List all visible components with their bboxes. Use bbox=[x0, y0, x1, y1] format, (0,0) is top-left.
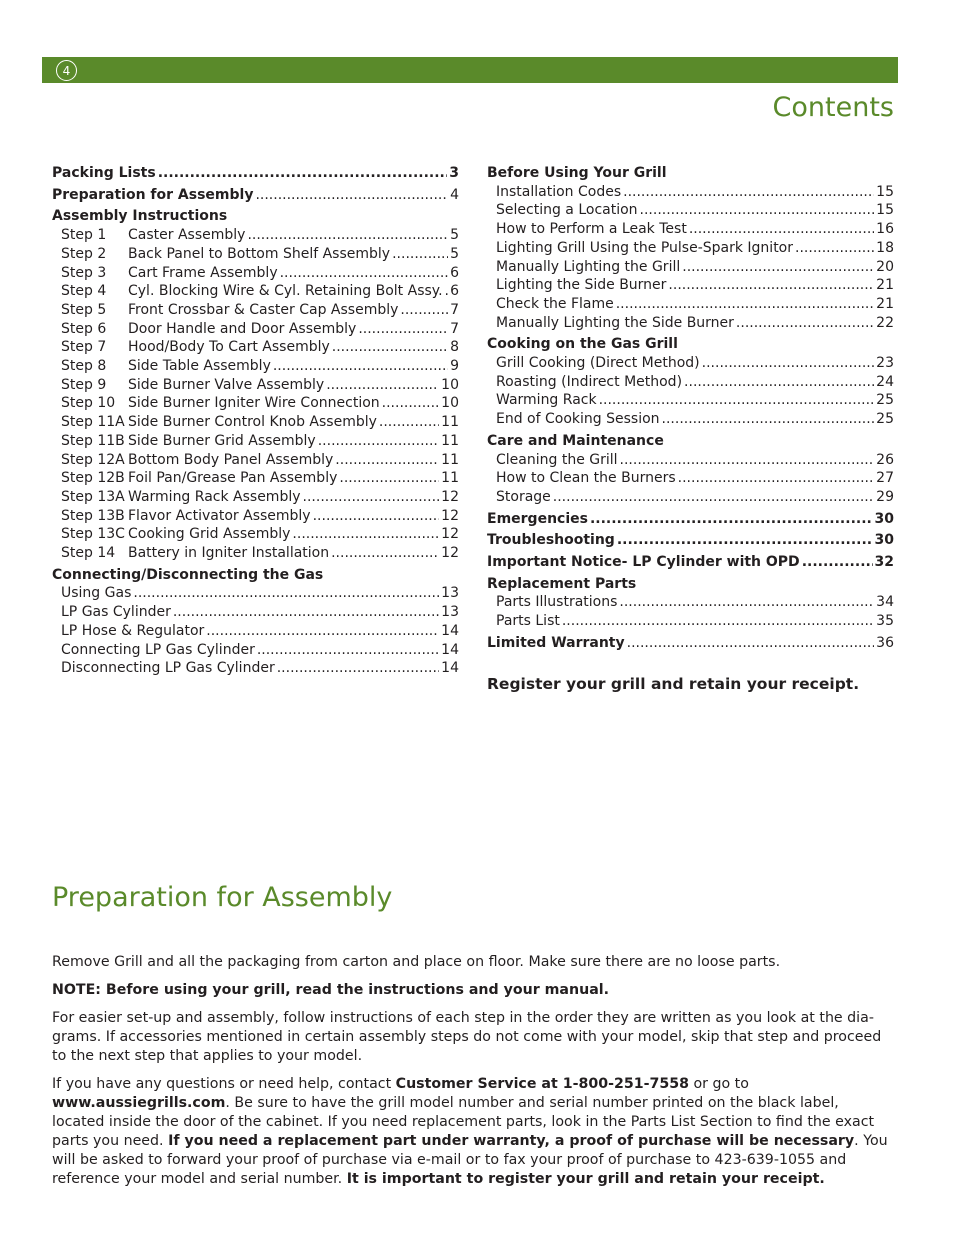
toc-leader-dots bbox=[280, 264, 448, 283]
toc-entry[interactable] bbox=[487, 258, 894, 277]
toc-leader-dots bbox=[247, 226, 448, 245]
toc-entry[interactable] bbox=[487, 410, 894, 429]
toc-entry[interactable] bbox=[52, 488, 459, 507]
toc-entry[interactable] bbox=[52, 469, 459, 488]
toc-entry-label: Side Burner Grid Assembly bbox=[128, 432, 316, 449]
toc-entry[interactable] bbox=[52, 432, 459, 451]
toc-page-number: 23 bbox=[876, 355, 894, 372]
toc-entry[interactable] bbox=[52, 226, 459, 245]
toc-leader-dots bbox=[303, 488, 440, 507]
toc-entry[interactable] bbox=[52, 507, 459, 526]
toc-step-number: Step 5 bbox=[61, 301, 107, 318]
toc-entry-label: Front Crossbar & Caster Cap Assembly bbox=[128, 301, 399, 318]
toc-leader-dots bbox=[445, 282, 449, 301]
toc-leader-dots bbox=[400, 301, 448, 320]
toc-entry-label: End of Cooking Session bbox=[496, 411, 660, 428]
contents-title: Contents bbox=[772, 92, 894, 123]
toc-page-number: 11 bbox=[441, 470, 459, 487]
toc-right-column bbox=[487, 164, 894, 653]
page-number: 4 bbox=[56, 60, 77, 81]
toc-entry-label: Parts List bbox=[496, 613, 560, 630]
toc-leader-dots bbox=[623, 183, 874, 202]
toc-entry-label: Disconnecting LP Gas Cylinder bbox=[61, 660, 275, 677]
toc-page-number: 5 bbox=[450, 227, 459, 244]
toc-leader-dots bbox=[682, 258, 874, 277]
toc-entry[interactable] bbox=[52, 245, 459, 264]
toc-entry-label: Caster Assembly bbox=[128, 227, 246, 244]
toc-page-number: 10 bbox=[441, 395, 459, 412]
toc-entry-label: Side Table Assembly bbox=[128, 358, 271, 375]
toc-entry[interactable] bbox=[52, 659, 459, 678]
toc-entry[interactable] bbox=[52, 301, 459, 320]
toc-step-number: Step 9 bbox=[61, 376, 107, 393]
toc-entry-label: How to Clean the Burners bbox=[496, 470, 676, 487]
toc-entry-label: Side Burner Control Knob Assembly bbox=[128, 414, 377, 431]
toc-leader-dots bbox=[689, 220, 874, 239]
toc-heading-before: Before Using Your Grill bbox=[487, 165, 667, 181]
toc-care-list bbox=[487, 451, 894, 507]
toc-page-number: 15 bbox=[876, 202, 894, 219]
toc-entry[interactable] bbox=[487, 183, 894, 202]
toc-page-number: 9 bbox=[450, 358, 459, 375]
toc-entry[interactable] bbox=[487, 239, 894, 258]
toc-entry[interactable] bbox=[487, 314, 894, 333]
toc-entry[interactable] bbox=[52, 544, 459, 563]
toc-heading-cooking: Cooking on the Gas Grill bbox=[487, 336, 678, 353]
toc-step-number: Step 11B bbox=[61, 432, 125, 449]
toc-step-number: Step 1 bbox=[61, 227, 107, 244]
toc-step-number: Step 13A bbox=[61, 488, 125, 505]
toc-leader-dots bbox=[620, 451, 875, 470]
toc-entry-label: Storage bbox=[496, 488, 551, 505]
toc-entry-label: Cleaning the Grill bbox=[496, 451, 618, 468]
toc-page-number: 11 bbox=[441, 432, 459, 449]
toc-step-number: Step 12B bbox=[61, 470, 125, 487]
toc-step-number: Step 10 bbox=[61, 395, 116, 412]
toc-leader-dots bbox=[678, 469, 875, 488]
toc-entry-label: Roasting (Indirect Method) bbox=[496, 373, 683, 390]
toc-leader-dots bbox=[292, 525, 439, 544]
toc-leader-dots bbox=[313, 507, 440, 526]
toc-entry[interactable] bbox=[52, 525, 459, 544]
toc-entry[interactable] bbox=[487, 373, 894, 392]
website-link[interactable]: www.aussiegrills.com bbox=[52, 1095, 226, 1111]
body-paragraph-4: If you have any questions or need help, contact Customer Service at 1-800-251-7558 or go to www.aussiegrills.com. Be sure to have the grill model number and serial number printed on the black label, located inside the door of the cabinet. If you need replacement parts, look in the Parts List Section to find the exact parts you need. If you need a replacement part under warranty, a proof of purchase will be necessary. You will be asked to forward your proof of purchase via e-mail or to fax your proof of purchase to 423-639-1055 and reference your model and serial number. It is important to register your grill and retain your receipt. bbox=[52, 1076, 888, 1187]
toc-leader-dots bbox=[332, 338, 448, 357]
toc-leader-dots bbox=[668, 276, 874, 295]
toc-leader-dots bbox=[562, 612, 874, 631]
toc-leader-dots bbox=[599, 391, 875, 410]
toc-step-number: Step 2 bbox=[61, 245, 107, 262]
toc-leader-dots bbox=[335, 451, 439, 470]
toc-leader-dots bbox=[619, 593, 874, 612]
toc-page-number: 21 bbox=[876, 295, 894, 312]
toc-page-number: 5 bbox=[450, 245, 459, 262]
toc-entry-label: How to Perform a Leak Test bbox=[496, 221, 687, 238]
toc-page-number: 12 bbox=[441, 507, 459, 524]
toc-page-number: 12 bbox=[441, 488, 459, 505]
toc-leader-dots bbox=[326, 376, 439, 395]
toc-leader-dots bbox=[736, 314, 874, 333]
toc-leader-dots bbox=[331, 544, 439, 563]
toc-leader-dots bbox=[206, 622, 439, 641]
toc-entry-label: Warming Rack Assembly bbox=[128, 488, 301, 505]
toc-page-number: 10 bbox=[441, 376, 459, 393]
toc-entry-label: Lighting Grill Using the Pulse-Spark Ignitor bbox=[496, 239, 794, 256]
toc-leader-dots bbox=[257, 641, 439, 660]
toc-leader-dots bbox=[133, 584, 439, 603]
toc-entry-label: Hood/Body To Cart Assembly bbox=[128, 339, 330, 356]
toc-leader-dots bbox=[684, 373, 874, 392]
toc-entry-label: Lighting the Side Burner bbox=[496, 277, 667, 294]
customer-service-phone: Customer Service at 1-800-251-7558 bbox=[395, 1076, 689, 1092]
toc-entry-label: Installation Codes bbox=[496, 183, 622, 200]
toc-entry-preparation[interactable]: Preparation for Assembly ..... 4 bbox=[52, 186, 459, 205]
toc-entry-label: Side Burner Valve Assembly bbox=[128, 376, 325, 393]
toc-page-number: 26 bbox=[876, 451, 894, 468]
toc-heading-care: Care and Maintenance bbox=[487, 432, 664, 449]
toc-entry[interactable] bbox=[487, 451, 894, 470]
toc-page-number: 7 bbox=[450, 320, 459, 337]
toc-page-number: 24 bbox=[876, 373, 894, 390]
toc-entry[interactable] bbox=[52, 451, 459, 470]
body-paragraph-1: Remove Grill and all the packaging from carton and place on floor. Make sure there are no loose parts. bbox=[52, 954, 781, 970]
toc-entry-label: Back Panel to Bottom Shelf Assembly bbox=[128, 245, 391, 262]
toc-page-number: 14 bbox=[441, 622, 459, 639]
toc-leader-dots bbox=[277, 659, 439, 678]
toc-entry-label: Cyl. Blocking Wire & Cyl. Retaining Bolt Assy. bbox=[128, 283, 443, 300]
toc-entry-label: Cart Frame Assembly bbox=[128, 264, 278, 281]
toc-page-number: 25 bbox=[876, 392, 894, 409]
toc-entry[interactable] bbox=[487, 295, 894, 314]
toc-entry[interactable] bbox=[52, 584, 459, 603]
toc-step-number: Step 12A bbox=[61, 451, 125, 468]
toc-page-number: 11 bbox=[441, 451, 459, 468]
toc-page-number: 13 bbox=[441, 585, 459, 602]
toc-leader-dots bbox=[379, 413, 439, 432]
toc-entry[interactable] bbox=[52, 603, 459, 622]
toc-entry-label: Grill Cooking (Direct Method) bbox=[496, 355, 700, 372]
toc-entry[interactable] bbox=[487, 469, 894, 488]
toc-entry-packing[interactable]: Packing Lists ..... 3 bbox=[52, 164, 459, 183]
toc-left-column bbox=[52, 164, 459, 678]
toc-leader-dots bbox=[640, 201, 875, 220]
toc-entry[interactable] bbox=[52, 320, 459, 339]
toc-page-number: 12 bbox=[441, 545, 459, 562]
toc-step-number: Step 6 bbox=[61, 320, 107, 337]
toc-leader-dots bbox=[173, 603, 439, 622]
toc-entry-label: Manually Lighting the Side Burner bbox=[496, 314, 734, 331]
toc-page-number: 18 bbox=[876, 239, 894, 256]
toc-entry-label: Battery in Igniter Installation bbox=[128, 545, 330, 562]
toc-leader-dots bbox=[795, 239, 874, 258]
toc-entry-label: Parts Illustrations bbox=[496, 594, 618, 611]
toc-entry-label: Connecting LP Gas Cylinder bbox=[61, 641, 255, 658]
toc-entry-label: Side Burner Igniter Wire Connection bbox=[128, 395, 380, 412]
toc-entry-emergencies[interactable]: Emergencies ..... 30 bbox=[487, 510, 894, 529]
toc-leader-dots bbox=[702, 354, 875, 373]
toc-entry[interactable] bbox=[52, 622, 459, 641]
toc-page-number: 13 bbox=[441, 604, 459, 621]
toc-heading-gas: Connecting/Disconnecting the Gas bbox=[52, 566, 324, 583]
toc-page-number: 15 bbox=[876, 183, 894, 200]
preparation-body bbox=[52, 953, 892, 1198]
toc-leader-dots bbox=[392, 245, 448, 264]
toc-entry[interactable] bbox=[487, 391, 894, 410]
toc-leader-dots bbox=[318, 432, 439, 451]
toc-entry-label: Cooking Grid Assembly bbox=[128, 526, 291, 543]
toc-entry-label: LP Gas Cylinder bbox=[61, 604, 171, 621]
toc-step-number: Step 8 bbox=[61, 358, 107, 375]
toc-entry[interactable] bbox=[52, 413, 459, 432]
toc-step-number: Step 13C bbox=[61, 526, 125, 543]
register-note: Register your grill and retain your receipt. bbox=[487, 675, 860, 693]
toc-entry-important-notice[interactable]: Important Notice- LP Cylinder with OPD ..... 32 bbox=[487, 553, 894, 572]
toc-entry[interactable] bbox=[487, 276, 894, 295]
toc-entry-label: Flavor Activator Assembly bbox=[128, 507, 311, 524]
toc-entry-label: Door Handle and Door Assembly bbox=[128, 320, 357, 337]
toc-page-number: 6 bbox=[450, 264, 459, 281]
toc-page-number: 35 bbox=[876, 613, 894, 630]
toc-page-number: 22 bbox=[876, 314, 894, 331]
toc-page-number: 21 bbox=[876, 277, 894, 294]
toc-page-number: 25 bbox=[876, 411, 894, 428]
toc-page-number: 14 bbox=[441, 660, 459, 677]
toc-page-number: 7 bbox=[450, 301, 459, 318]
toc-page-number: 16 bbox=[876, 221, 894, 238]
toc-leader-dots bbox=[616, 295, 874, 314]
toc-leader-dots bbox=[662, 410, 875, 429]
toc-page-number: 6 bbox=[450, 283, 459, 300]
toc-entry-label: Warming Rack bbox=[496, 392, 597, 409]
toc-page-number: 20 bbox=[876, 258, 894, 275]
toc-page-number: 29 bbox=[876, 488, 894, 505]
toc-leader-dots bbox=[382, 394, 440, 413]
toc-entry[interactable] bbox=[487, 593, 894, 612]
toc-gas-list bbox=[52, 584, 459, 678]
toc-entry[interactable] bbox=[487, 612, 894, 631]
toc-leader-dots bbox=[553, 488, 874, 507]
body-note: NOTE: Before using your grill, read the instructions and your manual. bbox=[52, 982, 610, 998]
toc-heading-replacement: Replacement Parts bbox=[487, 575, 637, 592]
toc-heading-assembly: Assembly Instructions bbox=[52, 208, 228, 225]
toc-page-number: 11 bbox=[441, 414, 459, 431]
toc-page-number: 34 bbox=[876, 594, 894, 611]
toc-entry[interactable] bbox=[487, 488, 894, 507]
toc-entry[interactable] bbox=[487, 220, 894, 239]
toc-entry-label: Manually Lighting the Grill bbox=[496, 258, 681, 275]
toc-leader-dots bbox=[358, 320, 448, 339]
toc-step-number: Step 14 bbox=[61, 545, 116, 562]
toc-step-number: Step 7 bbox=[61, 339, 107, 356]
toc-entry-label: Foil Pan/Grease Pan Assembly bbox=[128, 470, 338, 487]
toc-page-number: 14 bbox=[441, 641, 459, 658]
body-paragraph-3: For easier set-up and assembly, follow instructions of each step in the order they are written as you look at the dia-grams. If accessories mentioned in certain assembly steps do not come with your model, skip that step and proceed to the next step that applies to your model. bbox=[52, 1010, 882, 1064]
toc-replacement-list bbox=[487, 593, 894, 630]
toc-cooking-list bbox=[487, 354, 894, 429]
toc-page-number: 12 bbox=[441, 526, 459, 543]
toc-entry[interactable] bbox=[52, 394, 459, 413]
toc-entry-warranty[interactable]: Limited Warranty ..... 36 bbox=[487, 634, 894, 653]
toc-step-number: Step 11A bbox=[61, 414, 125, 431]
toc-entry-label: Bottom Body Panel Assembly bbox=[128, 451, 334, 468]
toc-step-number: Step 13B bbox=[61, 507, 125, 524]
header-bar bbox=[42, 57, 898, 83]
toc-before-list bbox=[487, 183, 894, 333]
toc-page-number: 8 bbox=[450, 339, 459, 356]
toc-step-number: Step 3 bbox=[61, 264, 107, 281]
toc-page-number: 27 bbox=[876, 470, 894, 487]
toc-entry-label: Using Gas bbox=[61, 585, 132, 602]
toc-entry[interactable] bbox=[52, 641, 459, 660]
toc-entry-troubleshooting[interactable]: Troubleshooting ..... 30 bbox=[487, 531, 894, 550]
toc-entry-label: Check the Flame bbox=[496, 295, 614, 312]
toc-leader-dots bbox=[273, 357, 448, 376]
toc-leader-dots bbox=[339, 469, 439, 488]
toc-step-number: Step 4 bbox=[61, 283, 107, 300]
preparation-title: Preparation for Assembly bbox=[52, 882, 393, 913]
toc-entry[interactable] bbox=[487, 201, 894, 220]
toc-steps-list bbox=[52, 226, 459, 563]
toc-entry[interactable] bbox=[52, 338, 459, 357]
toc-entry[interactable] bbox=[52, 282, 459, 301]
toc-entry-label: Selecting a Location bbox=[496, 202, 638, 219]
toc-entry[interactable] bbox=[487, 354, 894, 373]
toc-entry[interactable] bbox=[52, 376, 459, 395]
toc-entry-label: LP Hose & Regulator bbox=[61, 622, 205, 639]
toc-entry[interactable] bbox=[52, 357, 459, 376]
toc-entry[interactable] bbox=[52, 264, 459, 283]
